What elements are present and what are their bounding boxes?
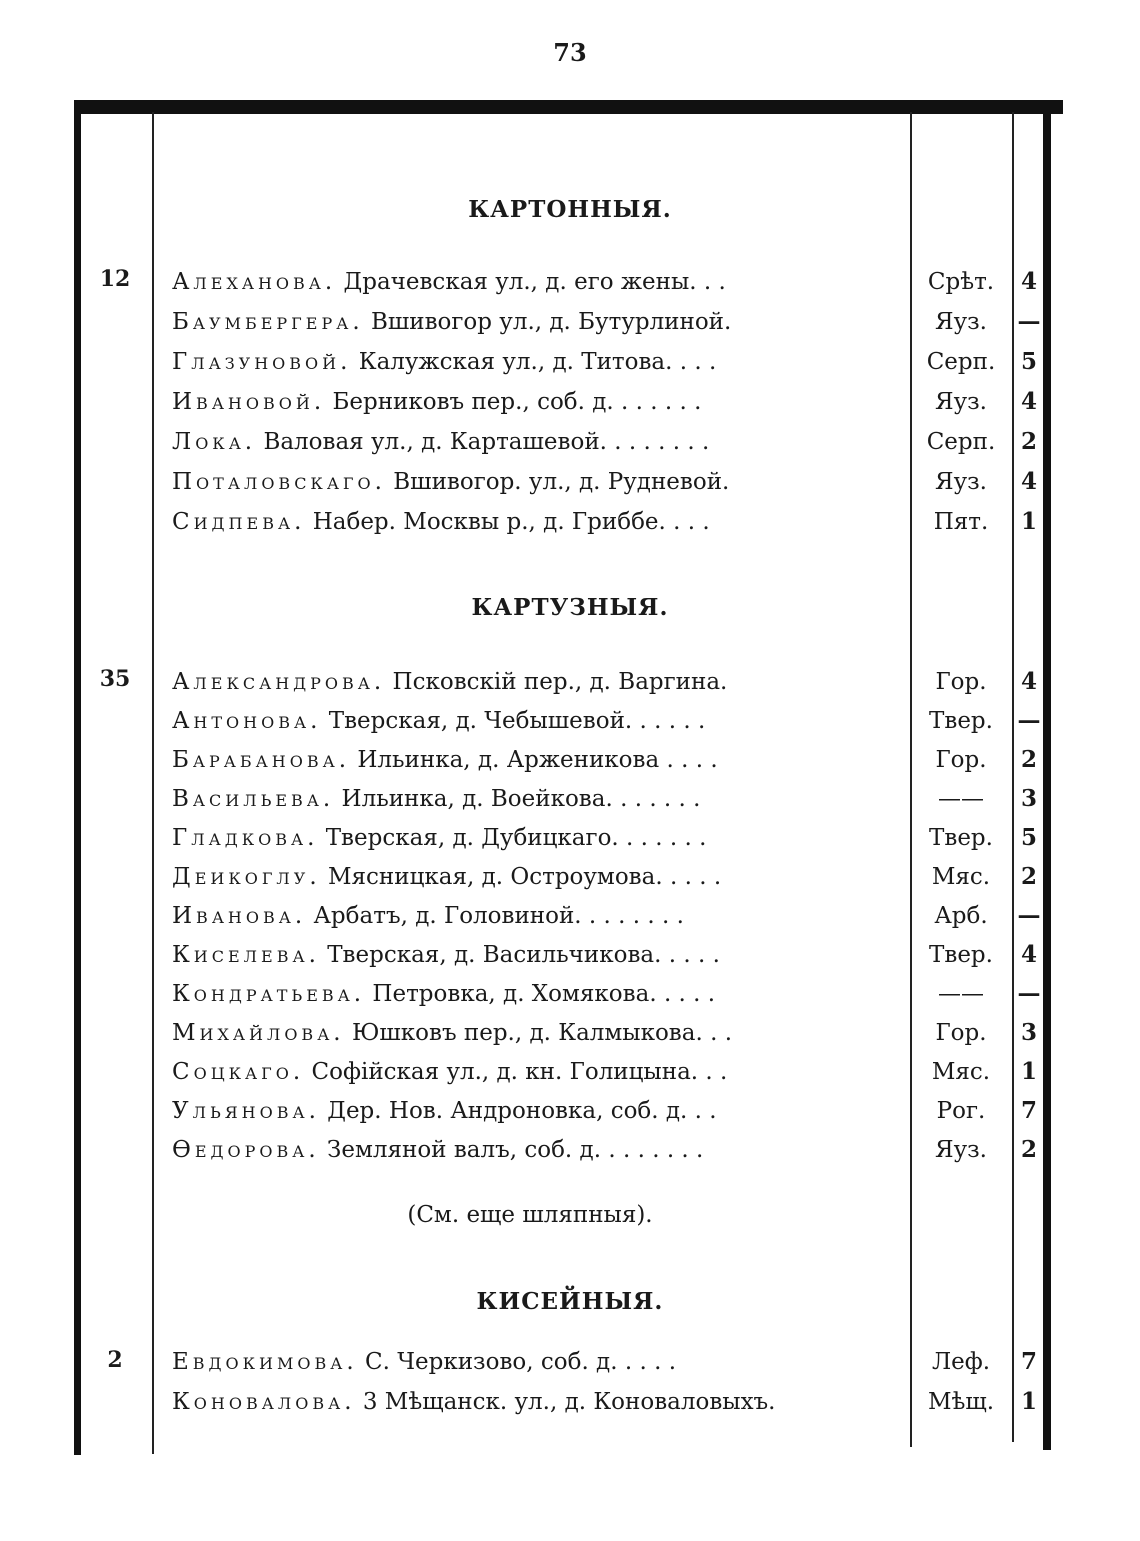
entry-address: Петровка, д. Хомякова. . . . . <box>372 981 716 1007</box>
table-row <box>0 1054 1140 1090</box>
table-row <box>0 1132 1140 1168</box>
entry-number: 4 <box>1020 668 1037 695</box>
entry-name: Антонова. <box>172 708 322 734</box>
entry-address: Тверская, д. Чебышевой. . . . . . <box>328 708 706 734</box>
entry-name: Иванова. <box>172 903 307 929</box>
entry-address: Вшивогор. ул., д. Рудневой. <box>393 469 730 495</box>
entry-address: С. Черкизово, соб. д. . . . . <box>365 1349 677 1375</box>
entry-district: Твер. <box>929 942 993 968</box>
entry-name: Кондратьева. <box>172 981 366 1007</box>
entry-number: 3 <box>1020 785 1037 812</box>
entry-address: Дер. Нов. Андроновка, соб. д. . . <box>327 1098 717 1124</box>
entry-number: — <box>1017 902 1041 929</box>
entry-district: Леф. <box>931 1349 991 1375</box>
entry-address: Ильинка, д. Арженикова . . . . <box>357 747 718 773</box>
entry-address: Псковскій пер., д. Варгина. <box>392 669 728 695</box>
table-row <box>0 384 1140 420</box>
table-row <box>0 504 1140 540</box>
table-row <box>0 664 1140 700</box>
entry-district: Твер. <box>929 708 993 734</box>
table-row <box>0 976 1140 1012</box>
entry-address: Драчевская ул., д. его жены. . . <box>343 269 726 295</box>
entry-name: Киселева. <box>172 942 320 968</box>
entry-district: —— <box>938 981 984 1007</box>
entry-number: 7 <box>1020 1348 1037 1375</box>
table-row <box>0 464 1140 500</box>
entry-name: Соцкаго. <box>172 1059 305 1085</box>
section-heading-caps: КАРТУЗНЫЯ. <box>471 594 669 621</box>
entry-district: —— <box>938 786 984 812</box>
entry-district: Пят. <box>933 509 989 535</box>
entry-district: Мяс. <box>931 1059 991 1085</box>
section-heading-muslin: КИСЕЙНЫЯ. <box>476 1288 664 1315</box>
entry-number: 2 <box>1020 863 1037 890</box>
entry-name: Баумбергера. <box>172 309 364 335</box>
entry-number: 5 <box>1020 824 1037 851</box>
table-row <box>0 1384 1140 1420</box>
entry-district: Серп. <box>926 429 996 455</box>
entry-district: Гор. <box>935 669 987 695</box>
entry-number: 4 <box>1020 468 1037 495</box>
entry-district: Срѣт. <box>927 269 995 295</box>
entry-number: 2 <box>1020 428 1037 455</box>
entry-address: Арбатъ, д. Головиной. . . . . . . . <box>313 903 684 929</box>
table-row <box>0 859 1140 895</box>
entry-number: 7 <box>1020 1097 1037 1124</box>
table-row <box>0 264 1140 300</box>
entry-name: Поталовскаго. <box>172 469 386 495</box>
table-row <box>0 703 1140 739</box>
entry-name: Михайлова. <box>172 1020 345 1046</box>
entry-number: — <box>1017 980 1041 1007</box>
entry-number: 4 <box>1020 941 1037 968</box>
entry-district: Мяс. <box>931 864 991 890</box>
table-row <box>0 742 1140 778</box>
entry-address: Берниковъ пер., соб. д. . . . . . . <box>332 389 702 415</box>
section-count-muslin: 2 <box>107 1347 123 1373</box>
table-row <box>0 898 1140 934</box>
entry-name: Лока. <box>172 429 257 455</box>
entry-number: 1 <box>1020 1388 1037 1415</box>
entry-name: Васильева. <box>172 786 335 812</box>
entry-address: Юшковъ пер., д. Калмыкова. . . <box>351 1020 733 1046</box>
table-row <box>0 1344 1140 1380</box>
entry-address: Тверская, д. Дубицкаго. . . . . . . <box>325 825 707 851</box>
entry-number: 2 <box>1020 746 1037 773</box>
entry-district: Арб. <box>934 903 988 929</box>
entry-name: Глазуновой. <box>172 349 352 375</box>
entry-number: 3 <box>1020 1019 1037 1046</box>
table-row <box>0 424 1140 460</box>
entry-district: Яуз. <box>935 469 987 495</box>
entry-number: — <box>1017 707 1041 734</box>
entry-number: — <box>1017 308 1041 335</box>
table-row <box>0 937 1140 973</box>
entry-address: Валовая ул., д. Карташевой. . . . . . . . <box>263 429 710 455</box>
table-row <box>0 781 1140 817</box>
entry-address: Софійская ул., д. кн. Голицына. . . <box>311 1059 728 1085</box>
entry-address: Мясницкая, д. Остроумова. . . . . <box>327 864 722 890</box>
entry-district: Серп. <box>926 349 996 375</box>
entry-district: Яуз. <box>935 389 987 415</box>
entry-name: Коновалова. <box>172 1389 356 1415</box>
entry-district: Яуз. <box>935 309 987 335</box>
section-count-caps: 35 <box>99 666 131 692</box>
table-row <box>0 820 1140 856</box>
entry-address: Земляной валъ, соб. д. . . . . . . . <box>327 1137 704 1163</box>
entry-name: Барабанова. <box>172 747 351 773</box>
entry-name: Александрова. <box>172 669 386 695</box>
entry-number: 1 <box>1020 508 1037 535</box>
frame-top-rule <box>78 100 1063 114</box>
entry-name: Сидпева. <box>172 509 306 535</box>
entry-district: Рог. <box>936 1098 986 1124</box>
entry-address: Калужская ул., д. Титова. . . . <box>358 349 717 375</box>
section-heading-cardboard: КАРТОННЫЯ. <box>468 196 672 223</box>
entry-name: Деикоглу. <box>172 864 321 890</box>
entry-name: Ульянова. <box>172 1098 320 1124</box>
entry-name: Евдокимова. <box>172 1349 358 1375</box>
entry-district: Мѣщ. <box>927 1389 995 1415</box>
see-also-note: (См. еще шляпныя). <box>407 1202 653 1228</box>
entry-address: Набер. Москвы р., д. Гриббе. . . . <box>312 509 710 535</box>
entry-address: 3 Мѣщанск. ул., д. Коноваловыхъ. <box>362 1389 776 1415</box>
entry-address: Ильинка, д. Воейкова. . . . . . . <box>341 786 701 812</box>
table-row <box>0 1015 1140 1051</box>
table-row <box>0 304 1140 340</box>
page-number: 73 <box>553 38 587 67</box>
entry-name: Ивановой. <box>172 389 326 415</box>
entry-number: 5 <box>1020 348 1037 375</box>
section-count-cardboard: 12 <box>99 266 131 292</box>
entry-name: Гладкова. <box>172 825 319 851</box>
entry-name: Алеханова. <box>172 269 337 295</box>
entry-number: 2 <box>1020 1136 1037 1163</box>
table-row <box>0 344 1140 380</box>
entry-name: Ѳедорова. <box>172 1137 320 1163</box>
entry-number: 4 <box>1020 388 1037 415</box>
entry-district: Гор. <box>935 747 987 773</box>
entry-number: 1 <box>1020 1058 1037 1085</box>
entry-address: Вшивогор ул., д. Бутурлиной. <box>370 309 732 335</box>
table-row <box>0 1093 1140 1129</box>
entry-number: 4 <box>1020 268 1037 295</box>
entry-district: Яуз. <box>935 1137 987 1163</box>
entry-district: Твер. <box>929 825 993 851</box>
entry-address: Тверская, д. Васильчикова. . . . . <box>327 942 720 968</box>
entry-district: Гор. <box>935 1020 987 1046</box>
